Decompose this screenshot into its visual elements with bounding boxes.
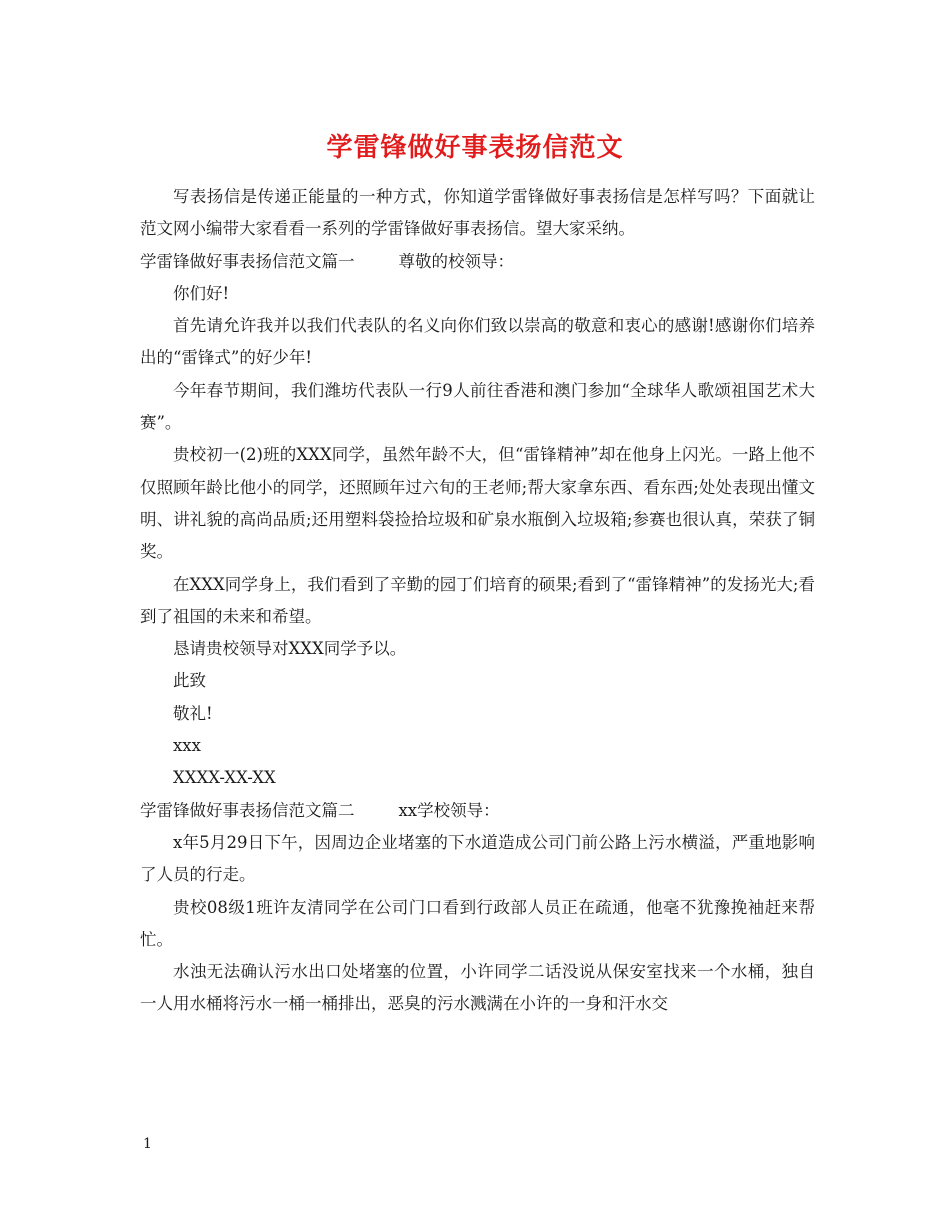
section2-heading-line (140, 795, 815, 827)
section1-paragraph: 在XXX同学身上，我们看到了辛勤的园丁们培育的硕果;看到了“雷锋精神”的发扬光大;看到了祖国的未来和希望。 (140, 574, 815, 626)
section1-paragraph: 首先请允许我并以我们代表队的名义向你们致以崇高的敬意和衷心的感谢!感谢你们培养出的“雷锋式”的好少年! (140, 316, 815, 368)
section1-date: XXXX-XX-XX (173, 768, 276, 788)
section2-paragraph: 贵校08级1班许友清同学在公司门口看到行政部人员正在疏通，他毫不犹豫挽袖赶来帮忙。 (140, 897, 815, 949)
section1-heading: 学雷锋做好事表扬信范文篇一 (140, 251, 355, 271)
document-body (140, 181, 815, 1021)
section1-paragraph: 今年春节期间，我们潍坊代表队一行9人前往香港和澳门参加“全球华人歌颂祖国艺术大赛”。 (140, 380, 815, 433)
section1-salutation: 尊敬的校领导： (398, 251, 514, 271)
intro-paragraph: 写表扬信是传递正能量的一种方式，你知道学雷锋做好事表扬信是怎样写吗？下面就让范文网小编带大家看看一系列的学雷锋做好事表扬信。望大家采纳。 (140, 187, 815, 239)
section1-paragraph: 恳请贵校领导对XXX同学予以。 (173, 639, 407, 659)
section1-signature: xxx (173, 736, 201, 756)
section2-paragraph: 水浊无法确认污水出口处堵塞的位置，小许同学二话没说从保安室找来一个水桶，独自一人用水桶将污水一桶一桶排出，恶臭的污水溅满在小许的一身和汗水交 (140, 962, 815, 1014)
section1-closing: 敬礼! (173, 703, 213, 723)
section2-heading: 学雷锋做好事表扬信范文篇二 (140, 800, 355, 820)
page-number: 1 (143, 1136, 152, 1152)
section2-salutation: xx学校领导： (398, 800, 500, 820)
document-title: 学雷锋做好事表扬信范文 (326, 133, 624, 163)
section1-closing: 此致 (173, 671, 206, 691)
section2-paragraph: x年5月29日下午，因周边企业堵塞的下水道造成公司门前公路上污水横溢，严重地影响了人员的行走。 (140, 832, 815, 885)
section1-greeting: 你们好! (173, 283, 230, 303)
section1-heading-line (140, 246, 815, 278)
section1-paragraph: 贵校初一(2)班的XXX同学，虽然年龄不大，但“雷锋精神”却在他身上闪光。一路上他不仅照顾年龄比他小的同学，还照顾年过六旬的王老师;帮大家拿东西、看东西;处处表现出懂文明、讲礼貌的高尚品质;还用塑料袋捡拾垃圾和矿泉水瓶倒入垃圾箱;参赛也很认真，荣获了铜奖。 (140, 445, 815, 562)
